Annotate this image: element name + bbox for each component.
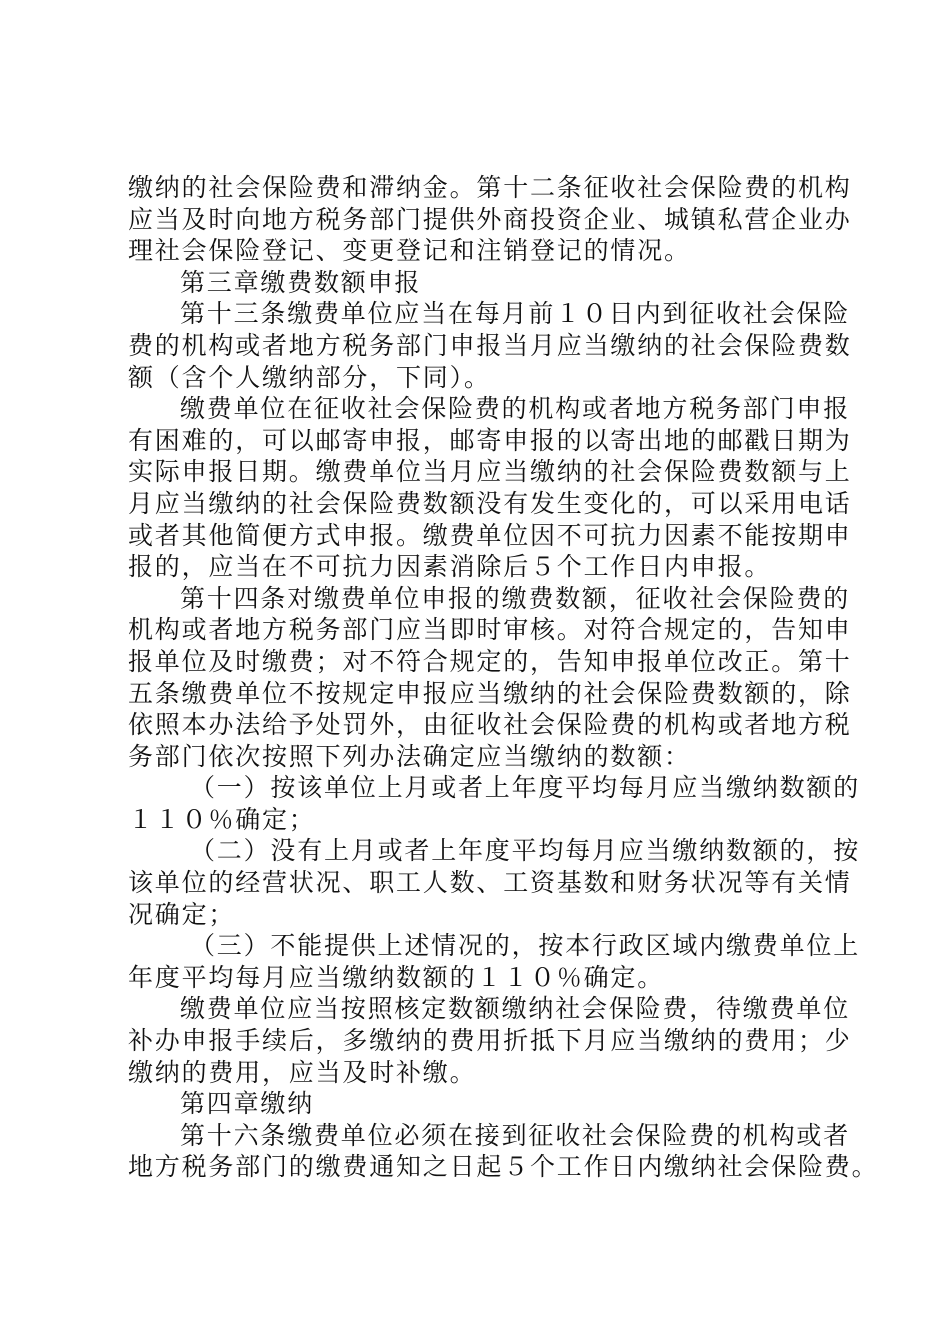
text-line: 额（含个人缴纳部分，下同）。 [128, 362, 491, 392]
text-line: 补办申报手续后，多缴纳的费用折抵下月应当缴纳的费用；少 [128, 1026, 852, 1056]
text-line: 第十三条缴费单位应当在每月前１０日内到征收社会保险 [180, 299, 851, 329]
text-line: 第十四条对缴费单位申报的缴费数额，征收社会保险费的 [180, 583, 851, 613]
text-line: 实际申报日期。缴费单位当月应当缴纳的社会保险费数额与上 [128, 457, 852, 487]
text-line: 缴费单位在征收社会保险费的机构或者地方税务部门申报 [180, 394, 851, 424]
text-line: 缴费单位应当按照核定数额缴纳社会保险费，待缴费单位 [180, 994, 851, 1024]
document-body [128, 172, 879, 1183]
chapter-heading: 第四章缴纳 [180, 1089, 315, 1119]
text-line: 年度平均每月应当缴纳数额的１１０％确定。 [128, 962, 665, 992]
list-item-line: （一）按该单位上月或者上年度平均每月应当缴纳数额的 [190, 773, 861, 803]
text-line: 或者其他简便方式申报。缴费单位因不可抗力因素不能按期申 [128, 520, 852, 550]
text-line: 有困难的，可以邮寄申报，邮寄申报的以寄出地的邮戳日期为 [128, 425, 852, 455]
text-line: 五条缴费单位不按规定申报应当缴纳的社会保险费数额的，除 [128, 678, 852, 708]
text-line: 报单位及时缴费；对不符合规定的，告知申报单位改正。第十 [128, 646, 852, 676]
text-line: 理社会保险登记、变更登记和注销登记的情况。 [128, 236, 691, 266]
text-line: 报的，应当在不可抗力因素消除后５个工作日内申报。 [128, 552, 772, 582]
text-line: 缴纳的社会保险费和滞纳金。第十二条征收社会保险费的机构 [128, 173, 852, 202]
text-line: 月应当缴纳的社会保险费数额没有发生变化的，可以采用电话 [128, 488, 852, 518]
text-line: 机构或者地方税务部门应当即时审核。对符合规定的，告知申 [128, 615, 852, 645]
chapter-heading: 第三章缴费数额申报 [180, 267, 422, 297]
text-line: 应当及时向地方税务部门提供外商投资企业、城镇私营企业办 [128, 204, 852, 234]
text-line: 务部门依次按照下列办法确定应当缴纳的数额： [128, 741, 691, 771]
text-line: 况确定； [128, 899, 236, 929]
text-line: 第十六条缴费单位必须在接到征收社会保险费的机构或者 [180, 1120, 851, 1150]
list-item-line: （三）不能提供上述情况的，按本行政区域内缴费单位上 [190, 931, 861, 961]
text-line: １１０％确定； [128, 804, 316, 834]
text-line: 地方税务部门的缴费通知之日起５个工作日内缴纳社会保险费。 [128, 1152, 879, 1182]
list-item-line: （二）没有上月或者上年度平均每月应当缴纳数额的，按 [190, 836, 861, 866]
text-line: 依照本办法给予处罚外，由征收社会保险费的机构或者地方税 [128, 710, 852, 740]
text-line: 该单位的经营状况、职工人数、工资基数和财务状况等有关情 [128, 868, 852, 898]
text-line: 缴纳的费用，应当及时补缴。 [128, 1057, 477, 1087]
text-line: 费的机构或者地方税务部门申报当月应当缴纳的社会保险费数 [128, 330, 852, 360]
